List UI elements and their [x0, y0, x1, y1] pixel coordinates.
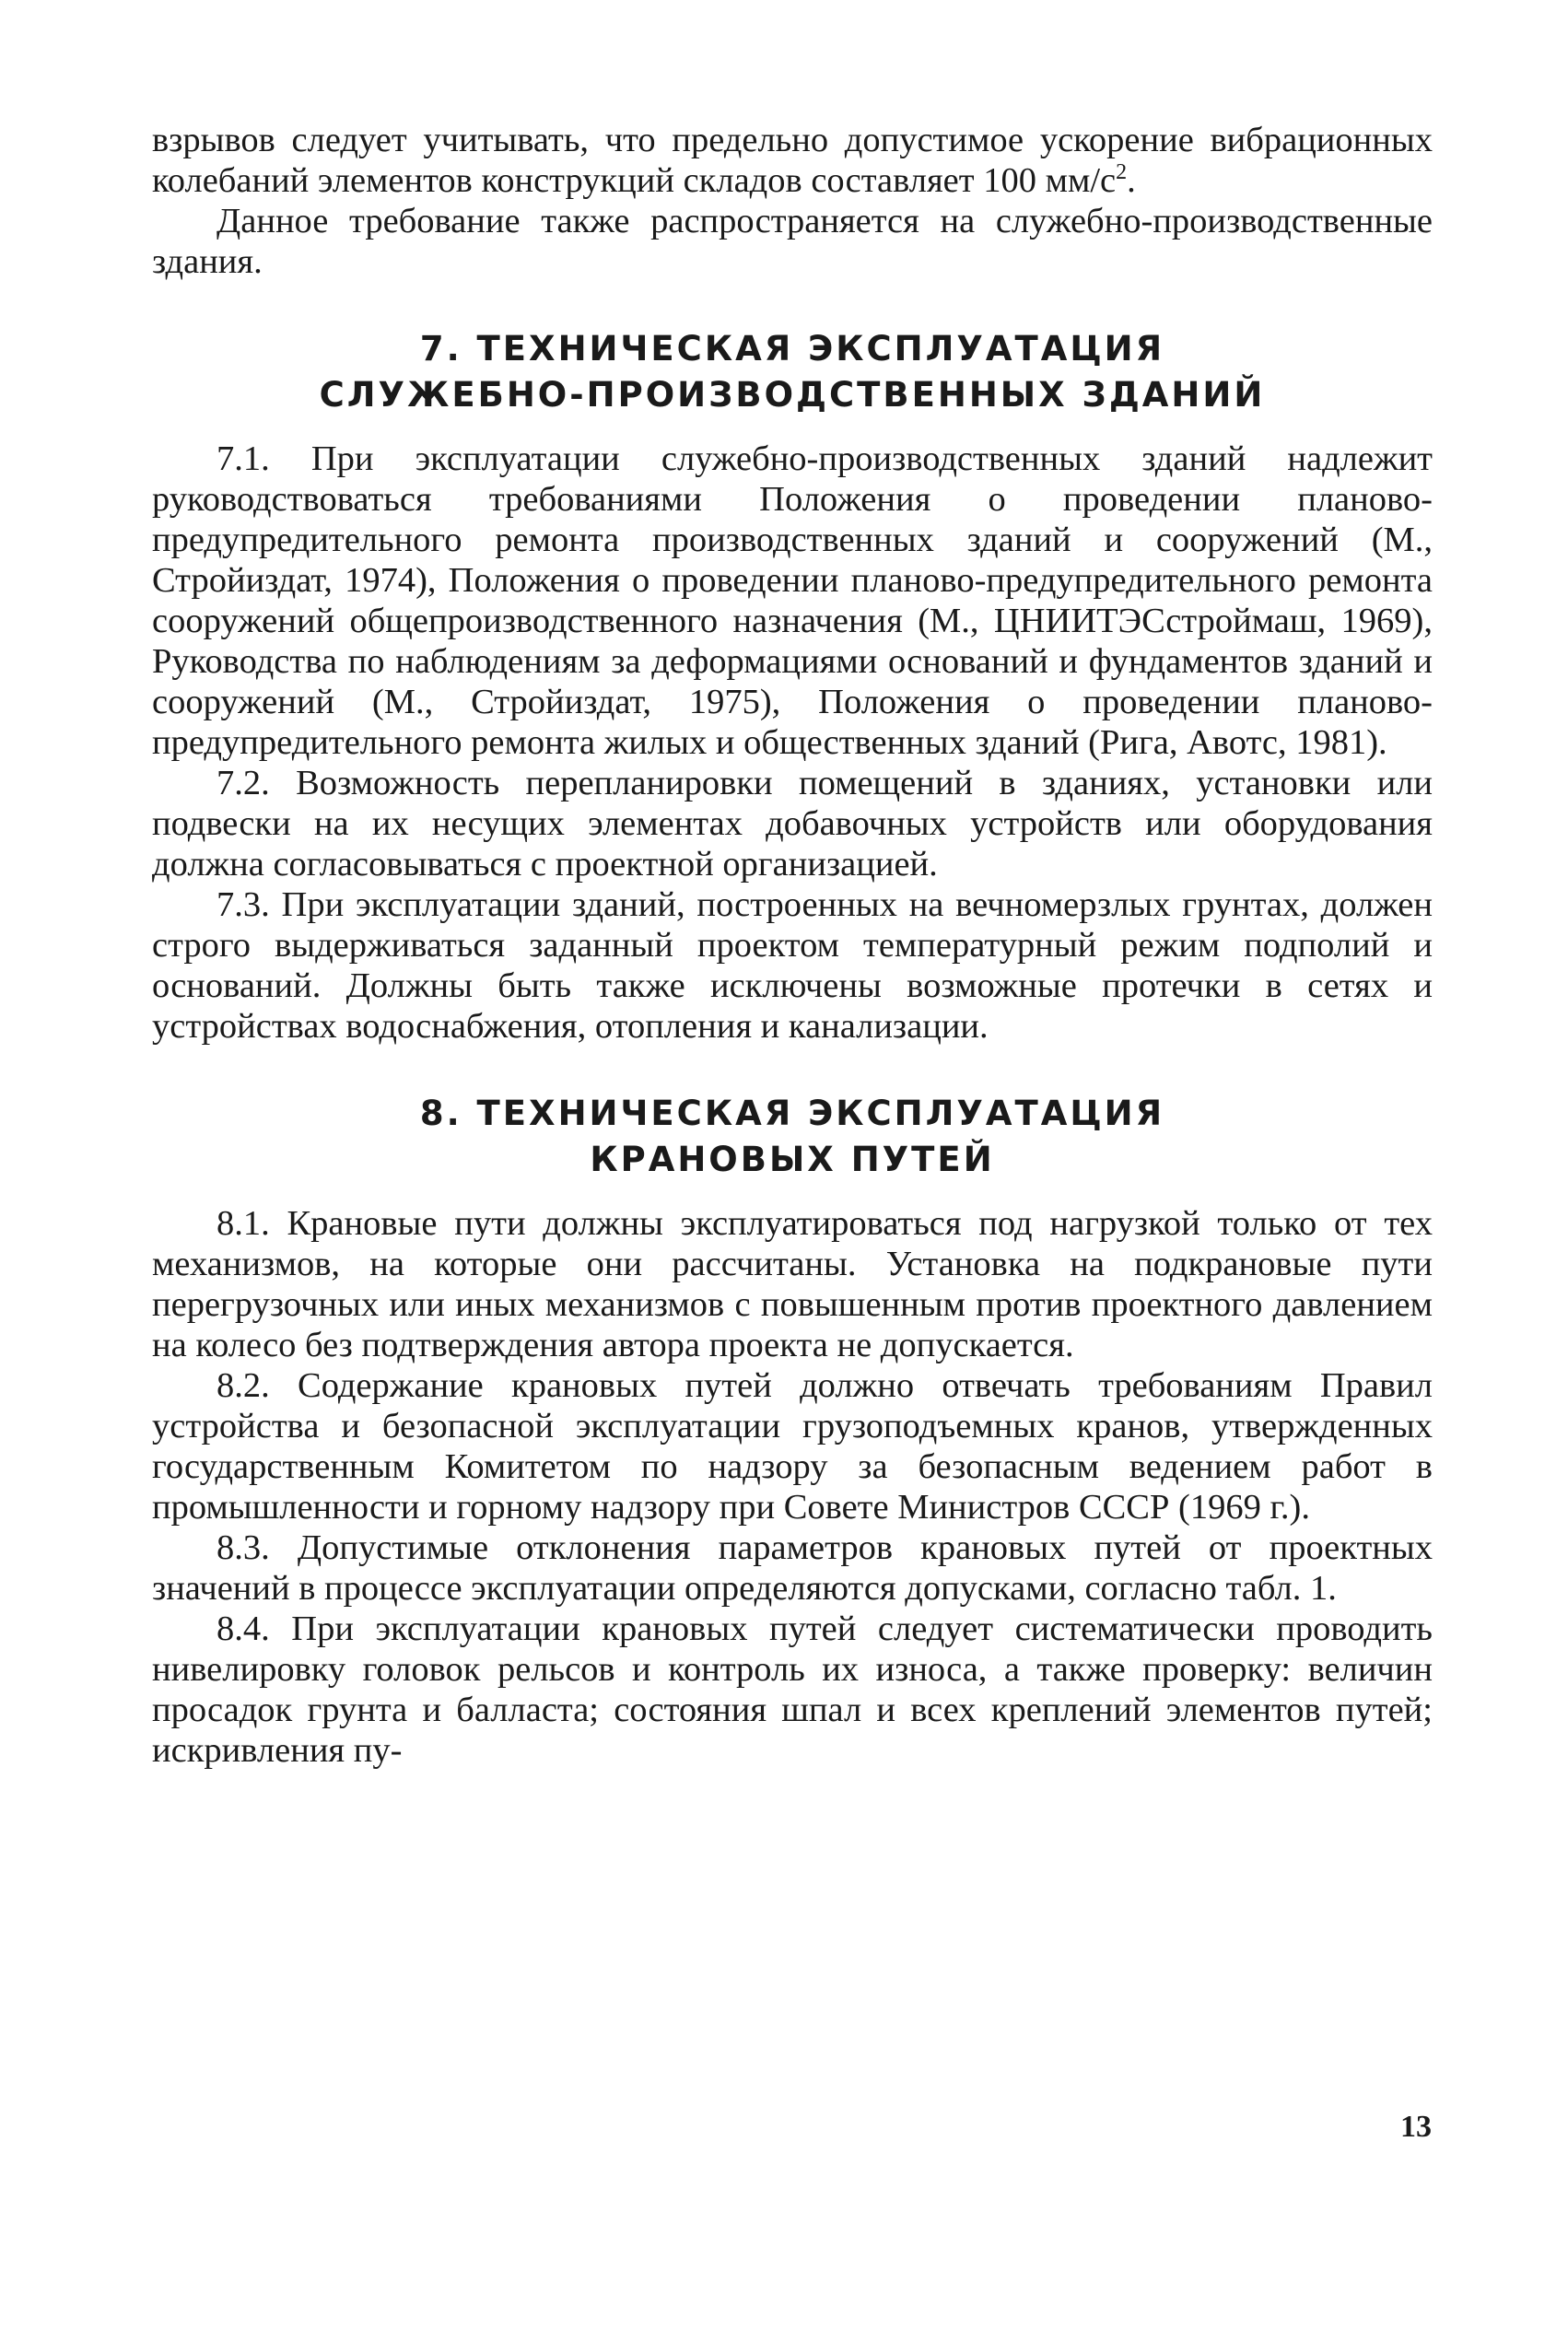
intro-paragraph-2: Данное требование также распространяется на служебно-производственные здания. [152, 202, 1433, 281]
paragraph-8-1: 8.1. Крановые пути должны эксплуатироваться под нагрузкой только от тех механизмов, на которые они рассчитаны. Установка на подкрановые пути перегрузочных или иных механизмов с повышенным против проектного давлением на колесо без подтверждения автора проекта не допускается. [152, 1204, 1433, 1364]
section-8-heading-line-2: КРАНОВЫХ ПУТЕЙ [590, 1140, 995, 1179]
paragraph-8-3: 8.3. Допустимые отклонения параметров крановых путей от проектных значений в процессе эксплуатации определяются допусками, согласно табл. 1. [152, 1528, 1433, 1608]
paragraph-7-2: 7.2. Возможность перепланировки помещений в зданиях, установки или подвески на их несущих элементах добавочных устройств или оборудования должна согласовываться с проектной организацией. [152, 764, 1433, 884]
section-7-heading [152, 326, 1433, 418]
intro-paragraph-1-end: . [1127, 161, 1136, 200]
paragraph-7-3: 7.3. При эксплуатации зданий, построенных на вечномерзлых грунтах, должен строго выдерживаться заданный проектом температурный режим подполий и оснований. Должны быть также исключены возможные протечки в сетях и устройствах водоснабжения, отопления и канализации. [152, 885, 1433, 1046]
section-8-heading [152, 1091, 1433, 1183]
paragraph-7-1: 7.1. При эксплуатации служебно-производственных зданий надлежит руководствоваться требованиями Положения о проведении планово-предупредительного ремонта производственных зданий и сооружений (М., Стройиздат, 1974), Положения о проведении планово-предупредительного ремонта сооружений общепроизводственного назначения (М., ЦНИИТЭСстроймаш, 1969), Руководства по наблюдениям за деформациями оснований и фундаментов зданий и сооружений (М., Стройиздат, 1975), Положения о проведении планово-предупредительного ремонта жилых и общественных зданий (Рига, Авотс, 1981). [152, 439, 1433, 762]
section-8-heading-line-1: 8. ТЕХНИЧЕСКАЯ ЭКСПЛУАТАЦИЯ [419, 1094, 1165, 1133]
section-7-heading-line-2: СЛУЖЕБНО-ПРОИЗВОДСТВЕННЫХ ЗДАНИЙ [319, 375, 1266, 415]
document-page [152, 120, 1433, 1771]
intro-paragraph-1 [152, 120, 1433, 201]
page-number: 13 [1400, 2110, 1432, 2144]
intro-paragraph-1-text: взрывов следует учитывать, что предельно допустимое ускорение вибрационных колебаний элементов конструкций складов составляет 100 мм/с [152, 121, 1433, 200]
paragraph-8-4: 8.4. При эксплуатации крановых путей следует систематически проводить нивелировку головок рельсов и контроль их износа, а также проверку: величин просадок грунта и балласта; состояния шпал и всех креплений элементов путей; искривления пу- [152, 1609, 1433, 1770]
superscript: 2 [1116, 160, 1128, 185]
paragraph-8-2: 8.2. Содержание крановых путей должно отвечать требованиям Правил устройства и безопасной эксплуатации грузоподъемных кранов, утвержденных государственным Комитетом по надзору за безопасным ведением работ в промышленности и горному надзору при Совете Министров СССР (1969 г.). [152, 1366, 1433, 1527]
section-7-heading-line-1: 7. ТЕХНИЧЕСКАЯ ЭКСПЛУАТАЦИЯ [419, 329, 1165, 369]
